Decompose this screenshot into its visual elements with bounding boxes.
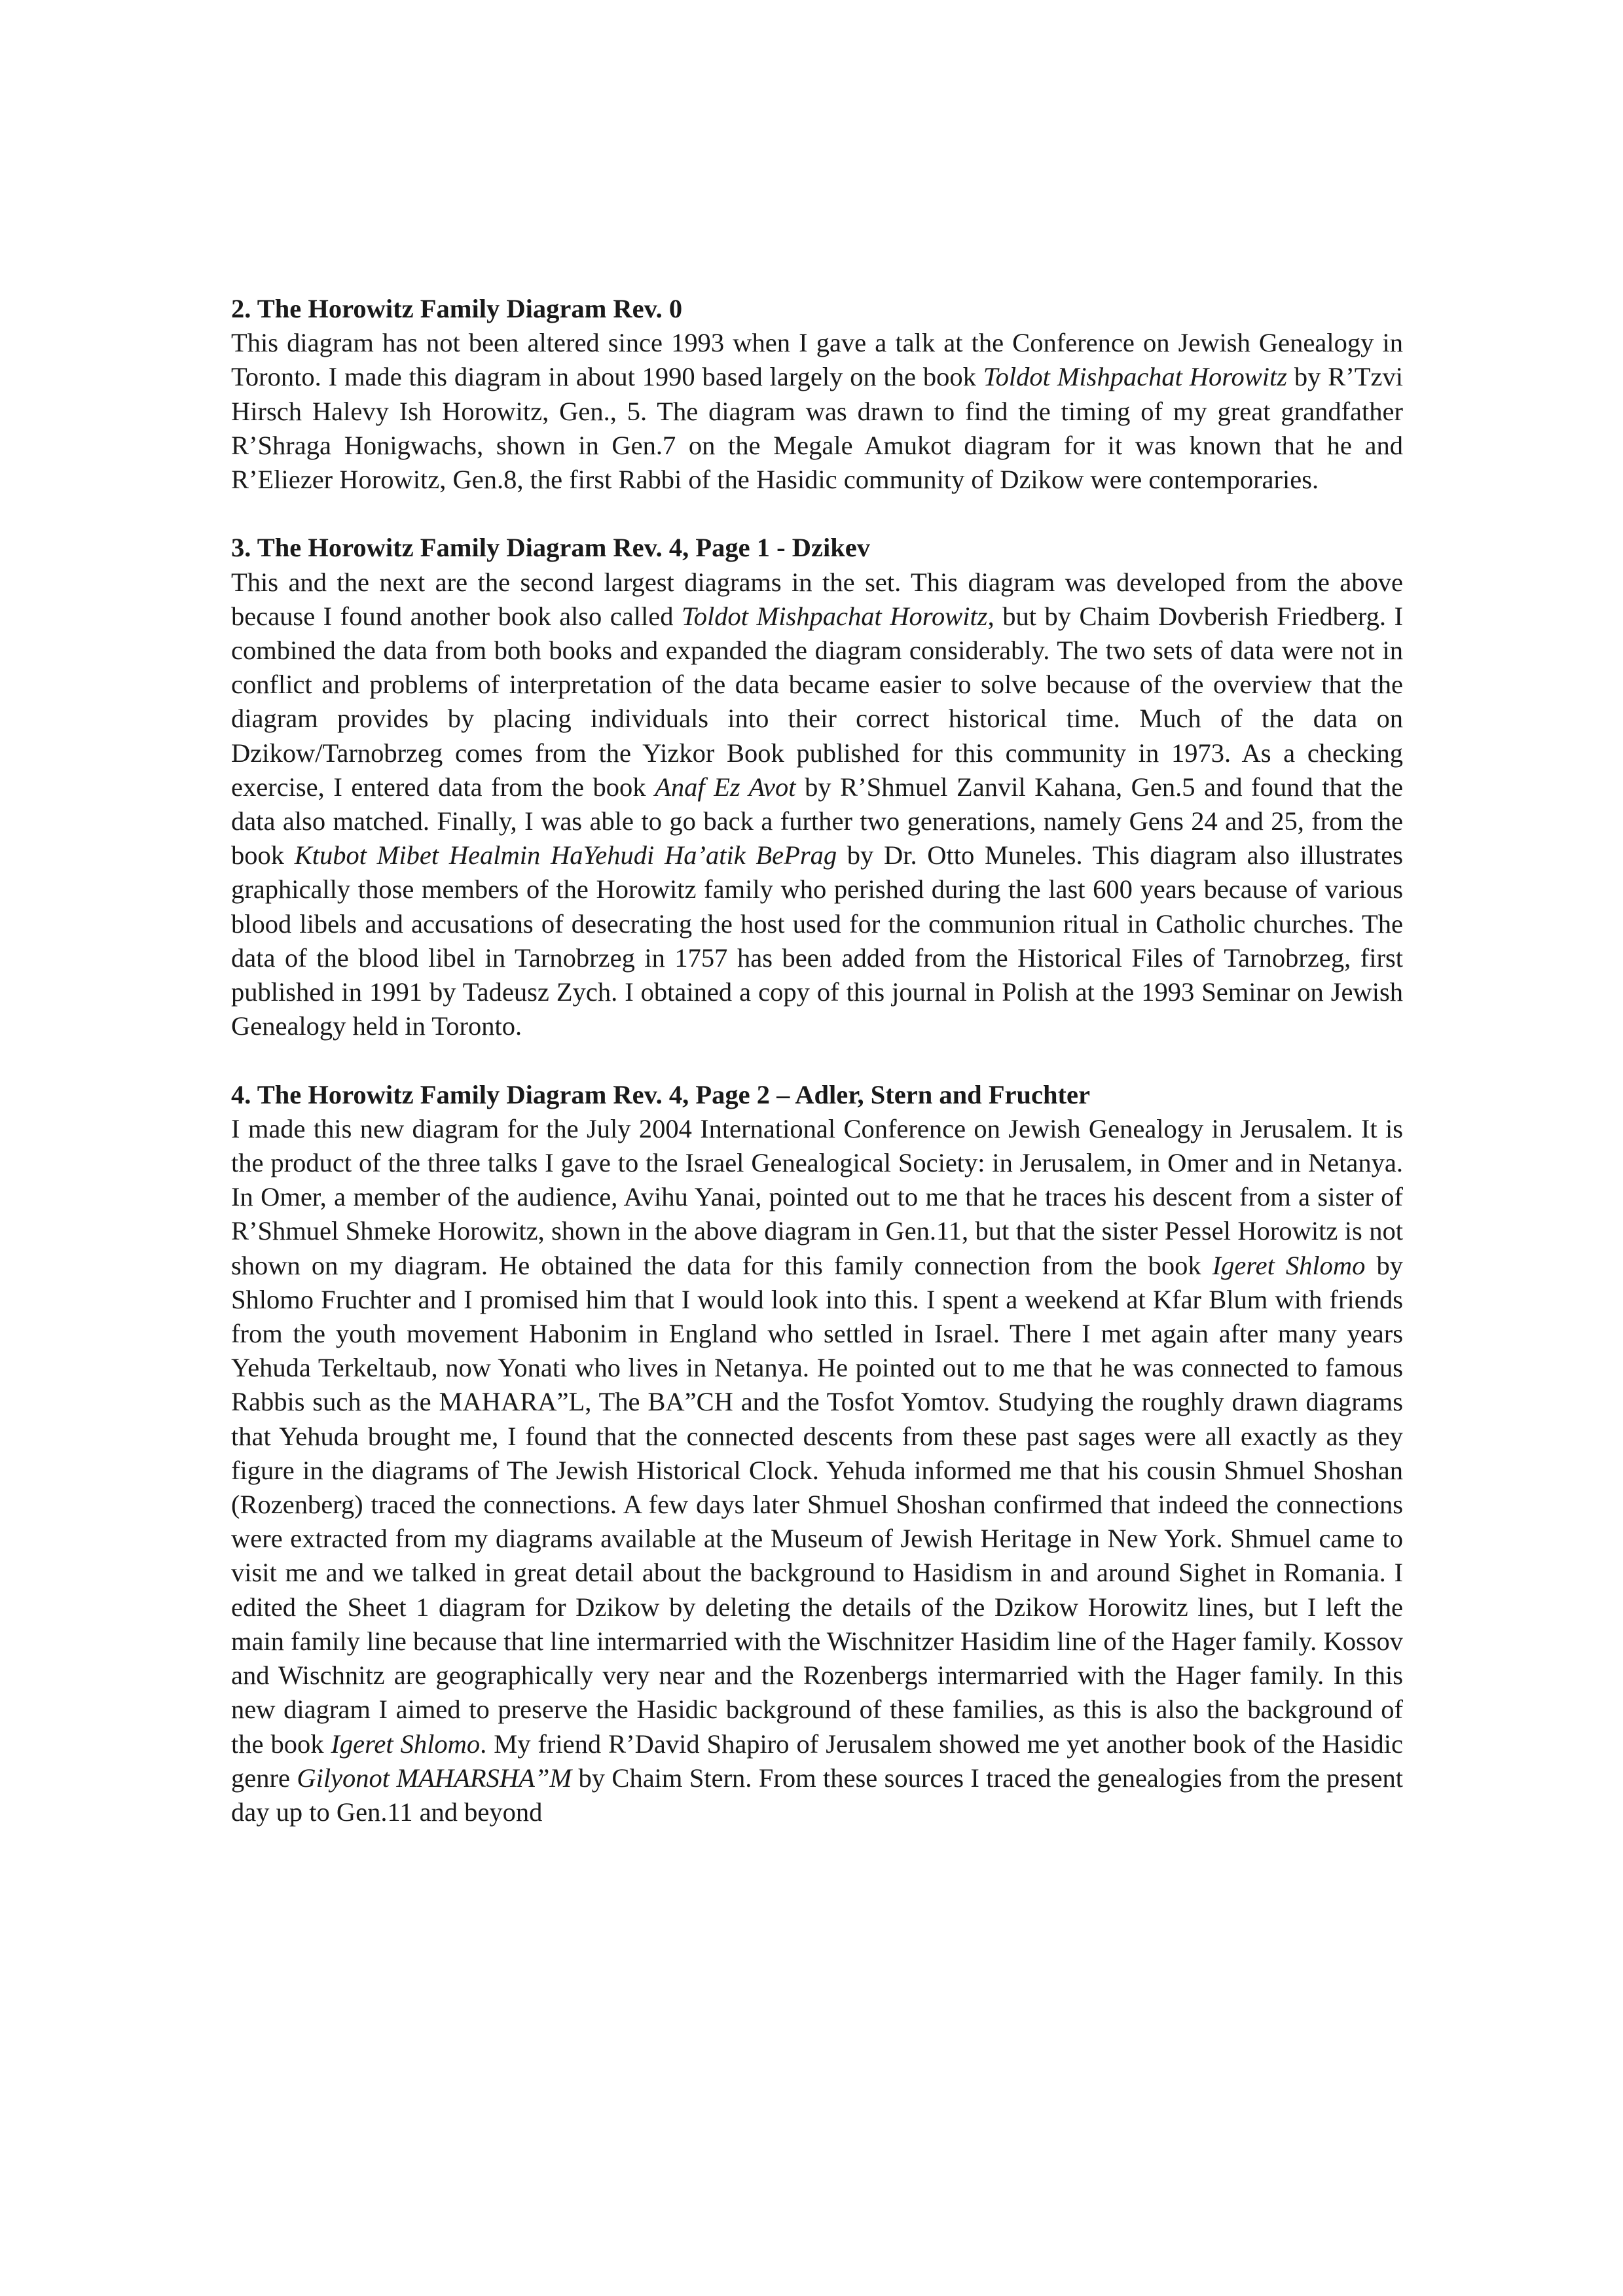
paragraph-text: by R’Tzvi Hirsch Halevy Ish Horowitz, Gen., 5. The diagram was drawn to find the timing of my great grandfather R’Shraga Honigwachs, shown in Gen.7 on the Megale Amukot diagram for it was known that he and R’Eliezer Horowitz, Gen.8, the first Rabbi of the Hasidic community of Dzikow were contemporaries.: [231, 362, 1404, 495]
paragraph-text: This diagram has not been altered since 1993 when I gave a talk at the Conference on Jewish Genealogy in Toronto. I made this diagram in about 1990 based largely on the book: [231, 328, 1403, 392]
paragraph-text: I made this new diagram for the July 2004 International Conference on Jewish Genealogy in Jerusalem. It is the product of the three talks I gave to the Israel Genealogical Society: in Jerusalem, in Omer and in Netanya. In Omer, a member of the audience, Avihu Yanai, pointed out to me that he traces his descent from a sister of R’Shmuel Shmeke Horowitz, shown in the above diagram in Gen.11, but that the sister Pessel Horowitz is not shown on my diagram. He obtained the data for this family connection from the book: [231, 1113, 1403, 1280]
italic-book-title: Anaf Ez Avot: [655, 772, 796, 802]
section-paragraph: [231, 326, 1403, 497]
italic-book-title: Toldot Mishpachat Horowitz: [682, 601, 988, 631]
section-title: 2. The Horowitz Family Diagram Rev. 0: [231, 294, 683, 323]
section-paragraph: [231, 1112, 1403, 1829]
italic-book-title: Gilyonot MAHARSHA”M: [297, 1763, 572, 1793]
paragraph-text: by R’Shmuel Zanvil Kahana, Gen.5 and found that the data also matched. Finally, I was able to go back a further two generations, namely Gens 24 and 25, from the book: [231, 772, 1404, 870]
italic-book-title: Igeret Shlomo: [331, 1729, 481, 1759]
paragraph-text: by Dr. Otto Muneles. This diagram also illustrates graphically those members of the Horowitz family who perished during the last 600 years because of various blood libels and accusations of desecrating the host used for the communion ritual in Catholic churches. The data of the blood libel in Tarnobrzeg in 1757 has been added from the Historical Files of Tarnobrzeg, first published in 1991 by Tadeusz Zych. I obtained a copy of this journal in Polish at the 1993 Seminar on Jewish Genealogy held in Toronto.: [231, 840, 1403, 1041]
paragraph-text: . My friend R’David Shapiro of Jerusalem showed me yet another book of the Hasidic genre: [231, 1729, 1403, 1793]
paragraph-text: by Shlomo Fruchter and I promised him that I would look into this. I spent a weekend at Kfar Blum with friends from the youth movement Habonim in England who settled in Israel. There I met again after many years Yehuda Terkeltaub, now Yonati who lives in Netanya. He pointed out to me that he was connected to famous Rabbis such as the MAHARA”L, The BA”CH and the Tosfot Yomtov. Studying the roughly drawn diagrams that Yehuda brought me, I found that the connected descents from these past sages were all exactly as they figure in the diagrams of The Jewish Historical Clock. Yehuda informed me that his cousin Shmuel Shoshan (Rozenberg) traced the connections. A few days later Shmuel Shoshan confirmed that indeed the connections were extracted from my diagrams available at the Museum of Jewish Heritage in New York. Shmuel came to visit me and we talked in great detail about the background to Hasidism in and around Sighet in Romania. I edited the Sheet 1 diagram for Dzikow by deleting the details of the Dzikow Horowitz lines, but I left the main family line because that line intermarried with the Wischnitzer Hasidim line of the Hager family. Kossov and Wischnitz are geographically very near and the Rozenbergs intermarried with the Hager family. In this new diagram I aimed to preserve the Hasidic background of these families, as this is also the background of the book: [231, 1250, 1403, 1759]
section-rev-0: [231, 292, 1403, 497]
section-paragraph: [231, 565, 1403, 1044]
document-page: [231, 292, 1403, 1863]
paragraph-text: by Chaim Stern. From these sources I traced the genealogies from the present day up to Gen.11 and beyond: [231, 1763, 1403, 1827]
italic-book-title: Toldot Mishpachat Horowitz: [983, 362, 1288, 392]
paragraph-text: , but by Chaim Dovberish Friedberg. I combined the data from both books and expanded the diagram considerably. The two sets of data were not in conflict and problems of interpretation of the data became easier to solve because of the overview that the diagram provides by placing individuals into their correct historical time. Much of the data on Dzikow/Tarnobrzeg comes from the Yizkor Book published for this community in 1973. As a checking exercise, I entered data from the book: [231, 601, 1403, 802]
section-rev-4-page-1: [231, 531, 1403, 1043]
section-title: 3. The Horowitz Family Diagram Rev. 4, Page 1 - Dzikev: [231, 533, 870, 563]
section-rev-4-page-2: [231, 1078, 1403, 1829]
italic-book-title: Igeret Shlomo: [1212, 1250, 1366, 1280]
section-title: 4. The Horowitz Family Diagram Rev. 4, Page 2 – Adler, Stern and Fruchter: [231, 1079, 1090, 1109]
paragraph-text: This and the next are the second largest diagrams in the set. This diagram was developed from the above because I found another book also called: [231, 567, 1403, 631]
italic-book-title: Ktubot Mibet Healmin HaYehudi Ha’atik BePrag: [294, 840, 837, 870]
